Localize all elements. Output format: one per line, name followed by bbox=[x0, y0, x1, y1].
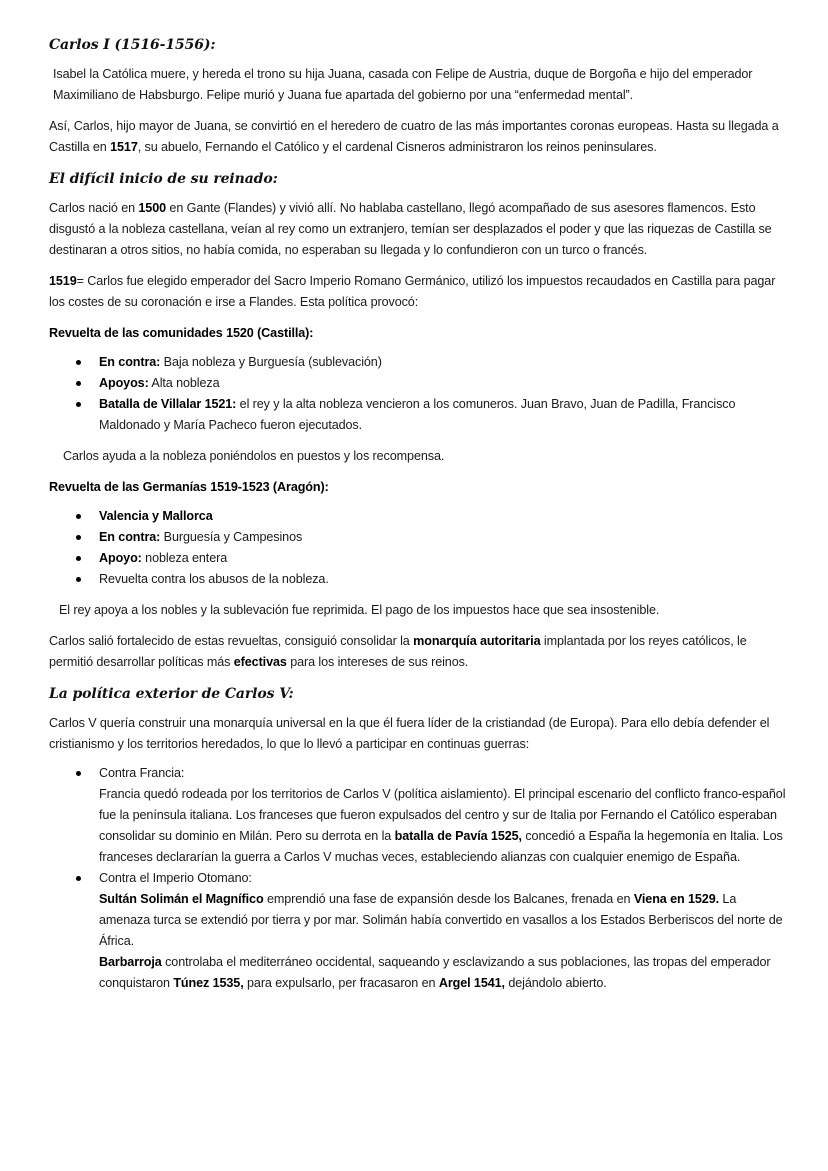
bold-argel: Argel 1541, bbox=[438, 976, 505, 990]
item-text: Alta nobleza bbox=[148, 376, 220, 390]
otomano-text bbox=[99, 889, 788, 952]
text: para los intereses de sus reinos. bbox=[286, 655, 469, 669]
bold-title: Revuelta de las Germanías 1519-1523 (Aragón): bbox=[49, 480, 329, 494]
germanias-title bbox=[49, 477, 788, 498]
guerras-list bbox=[49, 763, 788, 994]
text: Carlos nació en bbox=[49, 201, 139, 215]
comunidades-list bbox=[49, 352, 788, 436]
item-text: nobleza entera bbox=[141, 551, 228, 565]
text: emprendió una fase de expansión desde los Balcanes, frenada en bbox=[263, 892, 634, 906]
paragraph-nacimiento bbox=[49, 198, 788, 261]
bold-monarquia: monarquía autoritaria bbox=[413, 634, 541, 648]
bold-barbarroja: Barbarroja bbox=[99, 955, 162, 969]
bold-soliman: Sultán Solimán el Magnífico bbox=[99, 892, 264, 906]
text: , su abuelo, Fernando el Católico y el cardenal Cisneros administraron los reinos peninsulares. bbox=[137, 140, 657, 154]
text: implantada por los reyes católicos, le permitió desarrollar políticas más bbox=[49, 634, 747, 669]
text: = Carlos fue elegido emperador del Sacro Imperio Romano Germánico, utilizó los impuestos recaudados en Castilla para pagar los costes de su coronación e irse a Flandes. Esta política provocó: bbox=[49, 274, 776, 309]
paragraph-1519 bbox=[49, 271, 788, 313]
item-label: En contra: bbox=[99, 355, 161, 369]
paragraph-isabel: Isabel la Católica muere, y hereda el trono su hija Juana, casada con Felipe de Austria, duque de Borgoña e hijo del emperador Maximiliano de Habsburgo. Felipe murió y Juana fue apartada del gobierno por una “enfermedad mental”. bbox=[53, 67, 753, 102]
item-label: En contra: bbox=[99, 530, 161, 544]
text: Así, Carlos, hijo mayor de Juana, se convirtió en el heredero de cuatro de las más importantes coronas europeas. Hasta su llegada a Castilla en bbox=[49, 119, 779, 154]
paragraph-heredero bbox=[49, 116, 788, 158]
item-text: Revuelta contra los abusos de la nobleza. bbox=[99, 572, 329, 586]
item-text: Baja nobleza y Burguesía (sublevación) bbox=[160, 355, 382, 369]
list-item bbox=[49, 569, 788, 590]
text: dejándolo abierto. bbox=[504, 976, 607, 990]
barbarroja-text bbox=[99, 952, 788, 994]
list-item bbox=[49, 548, 788, 569]
text: concedió a España la hegemonía en Italia. Los franceses declararían la guerra a Carlos V muchas veces, estableciendo alianzas con cualquier enemigo de España. bbox=[99, 829, 783, 864]
bold-pavia: batalla de Pavía 1525, bbox=[394, 829, 522, 843]
bold-1500: 1500 bbox=[138, 201, 167, 215]
heading-carlos-i: Carlos I (1516-1556): bbox=[49, 37, 216, 53]
list-item bbox=[49, 394, 788, 436]
list-item-francia bbox=[49, 763, 788, 868]
bold-tunez: Túnez 1535, bbox=[173, 976, 244, 990]
item-label: Apoyos: bbox=[99, 376, 149, 390]
bold-1517: 1517 bbox=[110, 140, 138, 154]
item-label: Batalla de Villalar 1521: bbox=[99, 397, 237, 411]
bold-viena: Viena en 1529. bbox=[633, 892, 720, 906]
text: Carlos salió fortalecido de estas revueltas, consiguió consolidar la bbox=[49, 634, 414, 648]
germanias-list bbox=[49, 506, 788, 590]
list-item bbox=[49, 352, 788, 373]
bold-title: Revuelta de las comunidades 1520 (Castilla): bbox=[49, 326, 314, 340]
list-item-otomano bbox=[49, 868, 788, 994]
text: para expulsarlo, per fracasaron en bbox=[243, 976, 439, 990]
item-label: Valencia y Mallorca bbox=[99, 509, 213, 523]
bold-1519: 1519 bbox=[49, 274, 77, 288]
item-text: el rey y la alta nobleza vencieron a los comuneros. Juan Bravo, Juan de Padilla, Francisco Maldonado y María Pacheco fueron ejecutados. bbox=[99, 397, 736, 432]
text: La amenaza turca se extendió por tierra y por mar. Solimán había convertido en vasallos a los Estados Berberiscos del norte de África. bbox=[99, 892, 783, 948]
list-item bbox=[49, 506, 788, 527]
text: Francia quedó rodeada por los territorios de Carlos V (política aislamiento). El principal escenario del conflicto franco-español fue la península italiana. Los franceses que fueron expulsados del centro y sur de Italia por Fernando el Católico esperaban consolidar su dominio en Milán. Pero su derrota en la bbox=[99, 787, 786, 843]
list-item bbox=[49, 373, 788, 394]
paragraph-monarquia-universal: Carlos V quería construir una monarquía universal en la que él fuera líder de la cristiandad (de Europa). Para ello debía defender el cristianismo y los territorios heredados, lo que lo llevó a participar en continuas guerras: bbox=[49, 716, 770, 751]
francia-title: Contra Francia: bbox=[99, 766, 185, 780]
paragraph-fortalecido bbox=[49, 631, 788, 673]
item-label: Apoyo: bbox=[99, 551, 142, 565]
comunidades-title bbox=[49, 323, 788, 344]
item-text: Burguesía y Campesinos bbox=[160, 530, 303, 544]
heading-inicio-reinado: El difícil inicio de su reinado: bbox=[49, 171, 278, 187]
comunidades-note: Carlos ayuda a la nobleza poniéndolos en puestos y los recompensa. bbox=[63, 449, 445, 463]
text: en Gante (Flandes) y vivió allí. No hablaba castellano, llegó acompañado de sus asesores flamencos. Esto disgustó a la nobleza castellana, veían al rey como un extranjero, temían ser desplazados el poder y que las riquezas de Castilla se destinaran a otros sitios, no había comida, no esperaban su llegada y lo confundieron con un turco o francés. bbox=[49, 201, 772, 257]
heading-politica-exterior: La política exterior de Carlos V: bbox=[49, 686, 294, 702]
francia-text bbox=[99, 784, 788, 868]
otomano-title: Contra el Imperio Otomano: bbox=[99, 871, 252, 885]
list-item bbox=[49, 527, 788, 548]
text: controlaba el mediterráneo occidental, saqueando y esclavizando a sus poblaciones, las tropas del emperador conquistaron bbox=[99, 955, 771, 990]
germanias-note: El rey apoya a los nobles y la sublevación fue reprimida. El pago de los impuestos hace que sea insostenible. bbox=[59, 603, 660, 617]
bold-efectivas: efectivas bbox=[233, 655, 287, 669]
